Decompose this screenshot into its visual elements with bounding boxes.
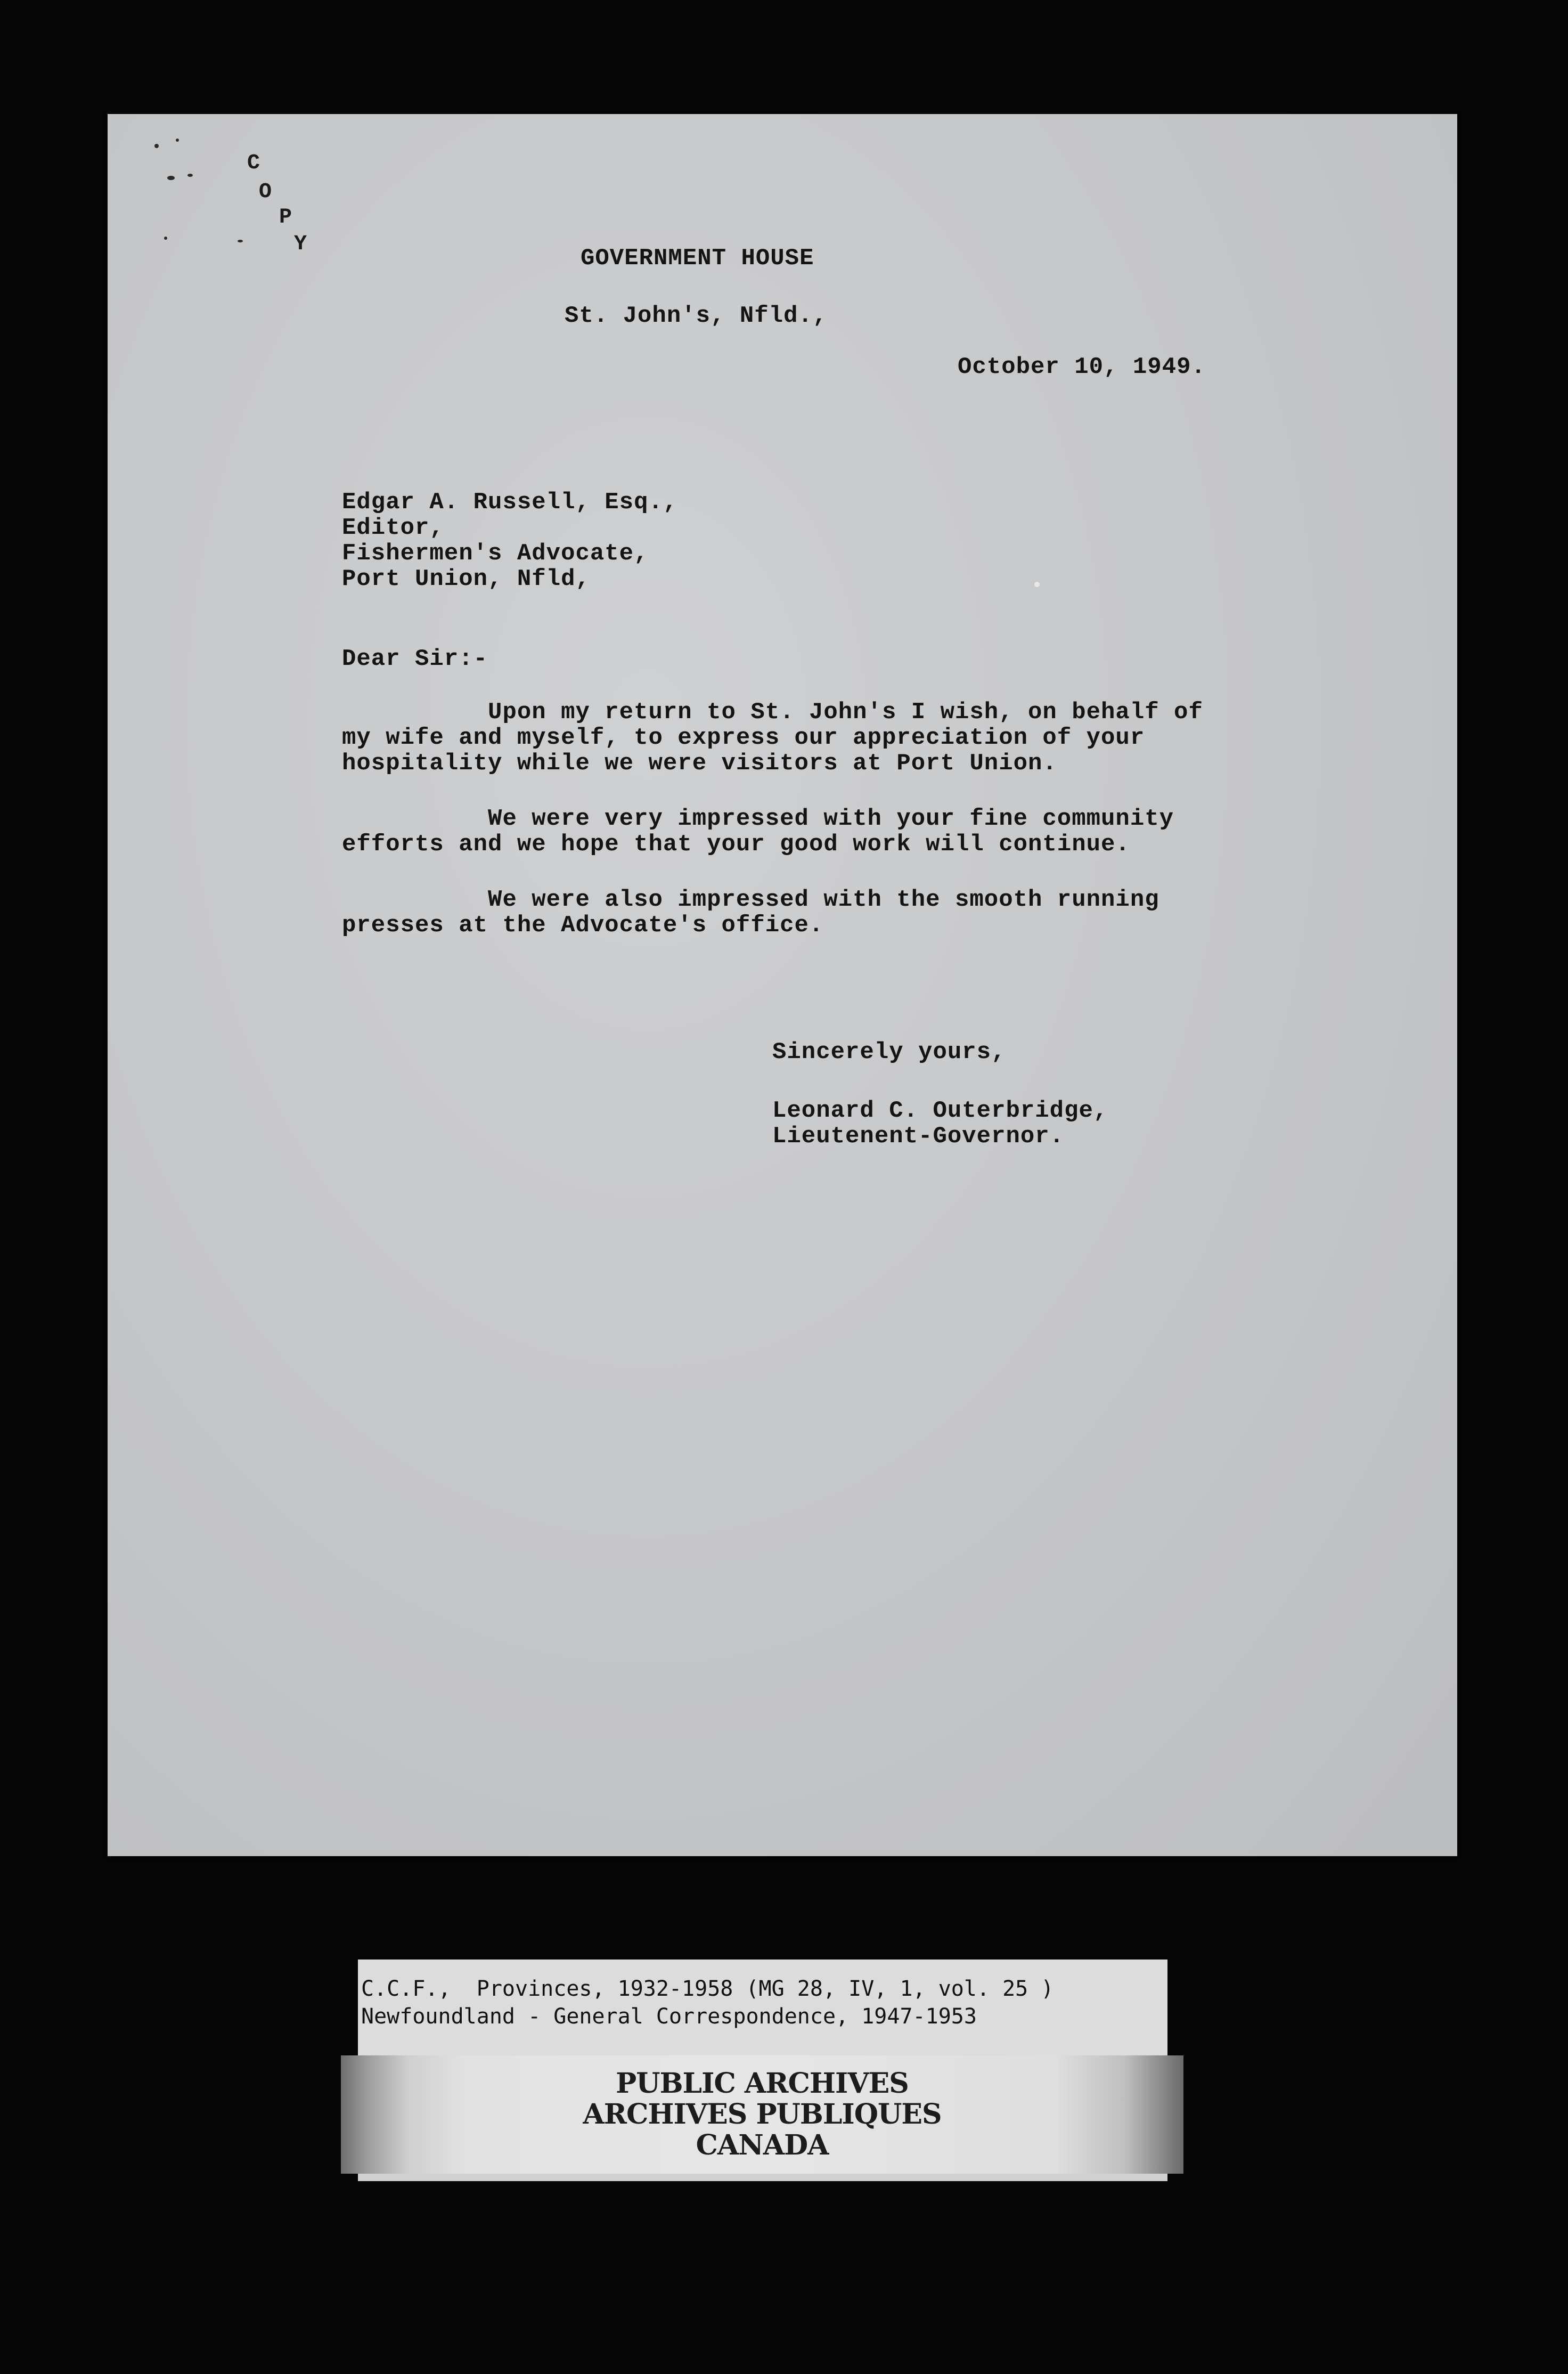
body-line: We were also impressed with the smooth running — [342, 887, 1159, 913]
copy-mark-p: P — [279, 206, 292, 230]
letterhead-title: GOVERNMENT HOUSE — [581, 245, 814, 272]
ink-speck — [167, 176, 175, 180]
copy-mark-c: C — [247, 151, 260, 175]
body-line: presses at the Advocate's office. — [342, 912, 824, 939]
ink-speck — [187, 174, 193, 177]
archive-stamp-line: ARCHIVES PUBLIQUES — [583, 2098, 942, 2131]
address-line: Port Union, Nfld, — [342, 566, 590, 592]
address-line: Fishermen's Advocate, — [342, 540, 649, 567]
archive-stamp-line: PUBLIC ARCHIVES — [616, 2067, 909, 2100]
archive-reference-line: Newfoundland - General Correspondence, 1947-1953 — [361, 2004, 977, 2029]
letterhead-place: St. John's, Nfld., — [565, 303, 828, 329]
salutation: Dear Sir:- — [342, 646, 488, 672]
ink-speck — [238, 240, 243, 242]
closing: Sincerely yours, — [772, 1039, 1006, 1066]
ink-speck — [164, 237, 167, 240]
label-strip — [358, 2174, 1167, 2181]
letter-date: October 10, 1949. — [958, 354, 1206, 380]
body-line: hospitality while we were visitors at Port Union. — [342, 750, 1057, 777]
signer-name: Leonard C. Outerbridge, — [772, 1097, 1108, 1124]
archive-reference-line: C.C.F., Provinces, 1932-1958 (MG 28, IV, 1, vol. 25 ) — [361, 1977, 1054, 2001]
body-line: We were very impressed with your fine community — [342, 806, 1174, 832]
letter-page — [108, 114, 1457, 1856]
ink-speck — [176, 139, 179, 142]
address-line: Edgar A. Russell, Esq., — [342, 489, 678, 516]
body-line: my wife and myself, to express our appreciation of your — [342, 725, 1145, 751]
ink-speck — [1034, 582, 1040, 587]
ink-speck — [154, 144, 159, 148]
body-line: Upon my return to St. John's I wish, on behalf of — [342, 699, 1203, 726]
copy-mark-y: Y — [294, 232, 307, 256]
archive-stamp-band — [341, 2055, 1183, 2174]
archive-stamp-line: CANADA — [696, 2129, 829, 2161]
copy-mark-o: O — [259, 180, 272, 204]
body-line: efforts and we hope that your good work will continue. — [342, 831, 1130, 858]
archive-reference-label — [358, 1960, 1167, 2057]
address-line: Editor, — [342, 515, 444, 541]
signer-title: Lieutenent-Governor. — [772, 1123, 1065, 1150]
